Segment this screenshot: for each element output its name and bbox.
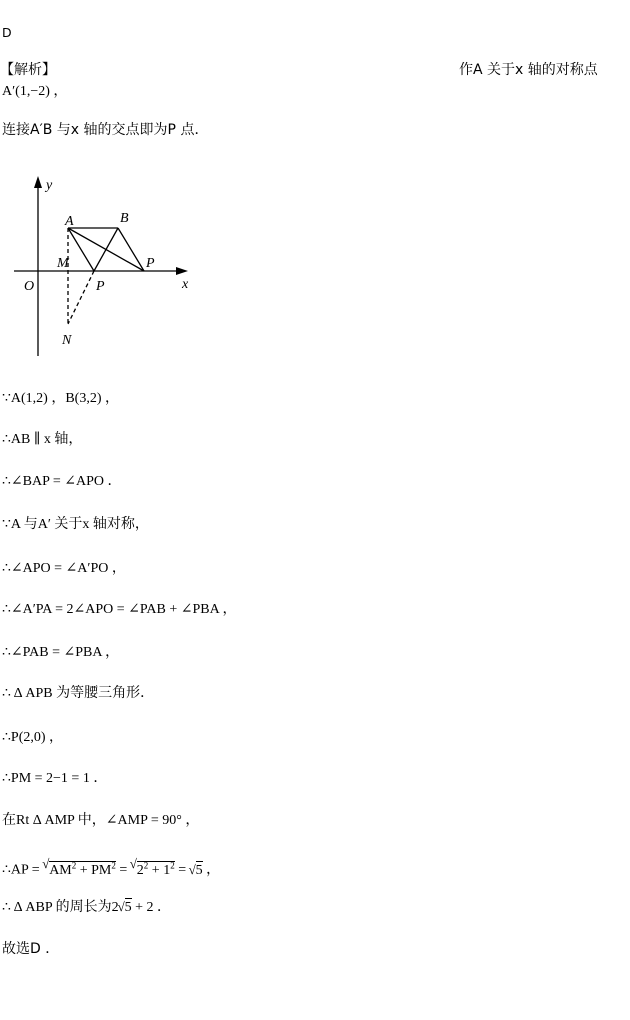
- segment-BP2: [118, 228, 144, 271]
- step-12-sq2: 2: [111, 860, 116, 870]
- analysis-intro-a: 作A 关于x 轴的对称点: [459, 62, 598, 78]
- step-3: ∴∠BAP = ∠APO ．: [2, 474, 122, 489]
- step-12-mid2: + 1: [148, 862, 171, 878]
- step-8: ∴ Δ APB 为等腰三角形．: [2, 686, 155, 701]
- step-12: [2, 856, 220, 880]
- step-12-sq4: 2: [170, 860, 175, 870]
- analysis-intro-b: A′(1,−2) ，: [2, 84, 68, 99]
- label-B: B: [120, 211, 129, 226]
- dashed-PN: [68, 271, 94, 324]
- step-6: ∴∠A′PA = 2∠APO = ∠PAB + ∠PBA ，: [2, 602, 237, 617]
- step-5: ∴∠APO = ∠A′PO ，: [2, 561, 126, 576]
- label-A: A: [65, 214, 74, 229]
- step-12-end: ，: [202, 862, 221, 878]
- label-P-left: P: [96, 279, 105, 294]
- label-P-right: P: [146, 256, 155, 271]
- y-arrow-icon: [34, 176, 42, 188]
- connect-line: 连接A′B 与x 轴的交点即为P 点．: [2, 122, 209, 138]
- label-O: O: [24, 279, 35, 294]
- step-13-end: + 2 ．: [131, 900, 171, 915]
- step-12-r1: AM: [49, 862, 72, 878]
- label-M: M: [57, 256, 69, 271]
- answer-label: D: [2, 25, 12, 40]
- step-13-r: 5: [124, 900, 132, 915]
- step-2: ∴AB ∥ x 轴，: [2, 432, 83, 447]
- step-12-r3: 5: [195, 862, 203, 878]
- step-9: ∴P(2,0) ，: [2, 730, 64, 745]
- segment-AP2: [68, 228, 94, 271]
- step-1: ∵A(1,2) ，B(3,2) ，: [2, 391, 120, 406]
- step-13: [2, 899, 171, 917]
- step-11: 在Rt Δ AMP 中，∠AMP = 90° ，: [2, 813, 200, 828]
- step-12-eq2: =: [174, 862, 190, 878]
- label-x: x: [182, 277, 189, 292]
- sqrt-4: [119, 899, 132, 917]
- step-12-mid: + PM: [76, 862, 112, 878]
- step-7: ∴∠PAB = ∠PBA ，: [2, 645, 120, 660]
- coordinate-figure: [10, 172, 200, 360]
- step-4: ∵A 与A′ 关于x 轴对称，: [2, 517, 149, 532]
- label-y: y: [46, 178, 53, 193]
- step-12-sq1: 2: [71, 860, 77, 870]
- sqrt-3: [190, 862, 203, 880]
- x-arrow-icon: [176, 267, 188, 275]
- step-12-r2: 2: [136, 862, 144, 878]
- sqrt-2: [131, 856, 175, 880]
- label-N: N: [62, 333, 72, 348]
- step-12-prefix: ∴AP =: [2, 862, 44, 878]
- step-12-sq3: 2: [143, 860, 149, 870]
- step-13-prefix: ∴ Δ ABP 的周长为2: [2, 900, 119, 915]
- step-14: 故选D ．: [2, 941, 60, 957]
- step-10: ∴PM = 2−1 = 1 ．: [2, 771, 108, 786]
- analysis-heading: 【解析】: [0, 62, 56, 78]
- sqrt-1: [43, 856, 116, 880]
- segment-BP: [94, 228, 118, 271]
- step-12-eq: =: [115, 862, 131, 878]
